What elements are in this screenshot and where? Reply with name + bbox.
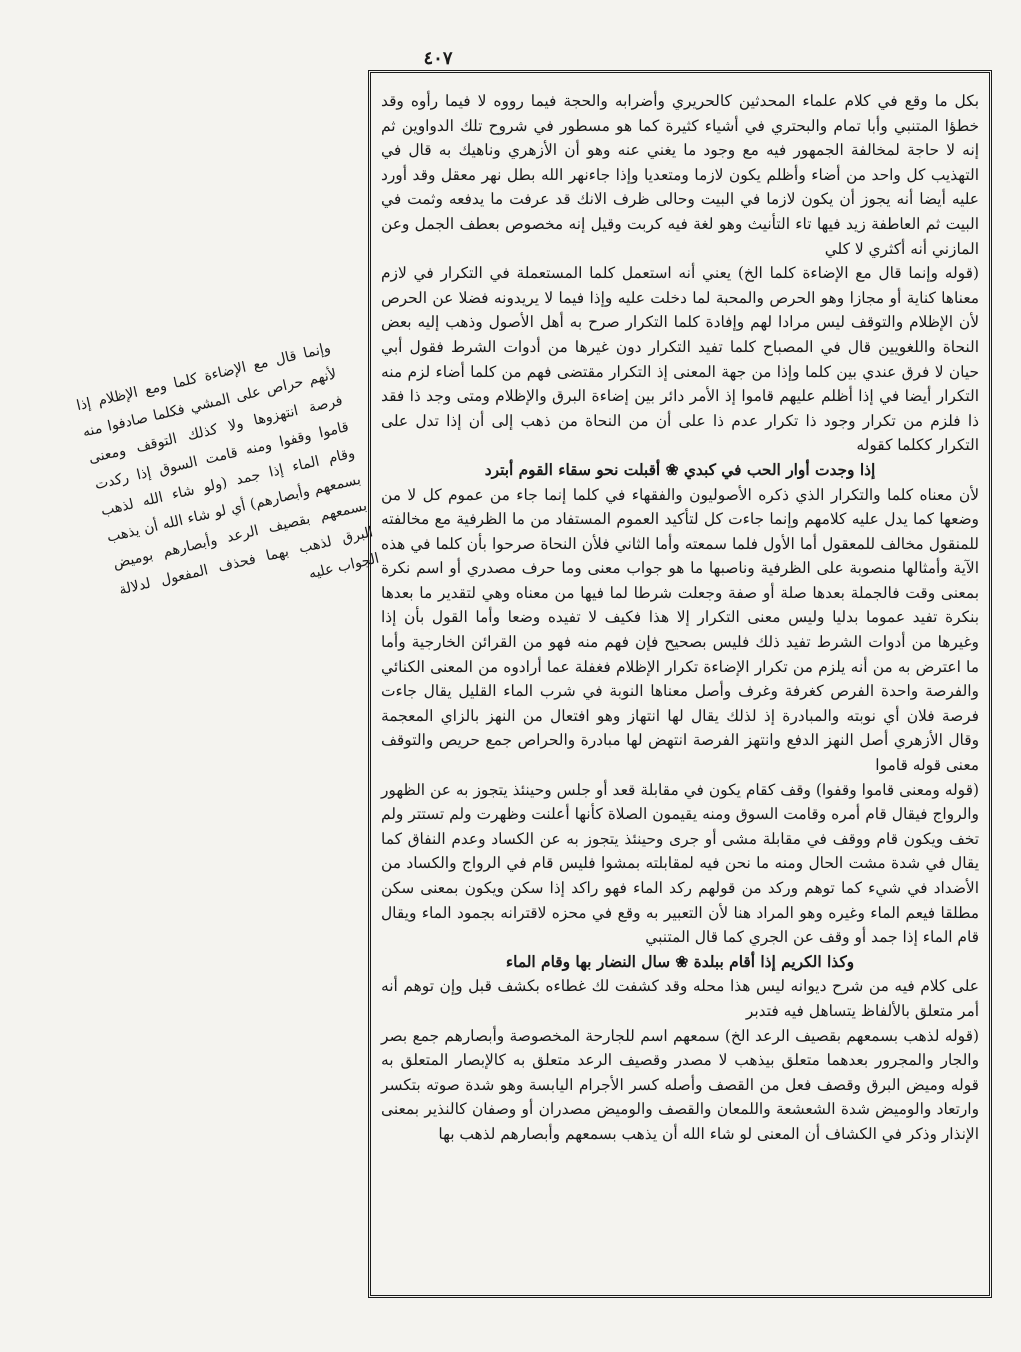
paragraph: (قوله وإنما قال مع الإضاءة كلما الخ) يعني أنه استعمل كلما المستعملة في التكرار في لازم معناها كناية أو مجازا وهو الحرص والمحبة لما دخلت عليه وإذا فيما لا يريدونه فضلا عن الحرص لأن الإظلام والتوقف ليس مرادا لهم وإفادة كلما التكرار صرح به أهل الأصول وذهب إليه بعض النحاة واللغويين قال في المصباح كلما تفيد التكرار دون غيرها من أدوات الشرط فقول أبي حيان لا فرق عندي بين كلما وإذا من جهة المعنى إذ التكرار مقتضى فهم من كلما أضاء لزم منه التكرار أيضا في إذا أظلم عليهم قاموا إذ الأمر دائر بين إضاءة البرق والإظلام ومتى وجد ذا فقد ذا فلزم من تكرار وجود ذا تكرار عدم ذا على أن من النحاة من ذهب إلى أن إذا تدل على التكرار ككلما كقوله: [381, 264, 979, 455]
paragraph: (قوله لذهب بسمعهم بقصيف الرعد الخ) سمعهم اسم للجارحة المخصوصة وأبصارهم جمع بصر والجار والمجرور بعدهما متعلق بيذهب لا مصدر وقصيف الرعد متعلق به كالإبصار المتعلق به قوله وميض البرق وقصف فعل من القصف وأصله كسر الأجرام اليابسة وهو شدة صوته بتكسر وارتعاد والوميض شدة الشعشعة واللمعان والقصف والوميض مصدران أو وصفان كالنذير بمعنى الإنذار وذكر في الكشاف أن المعنى لو شاء الله أن يذهب بسمعهم وأبصارهم لذهب بها: [381, 1026, 979, 1143]
margin-note-text: وإنما قال مع الإضاءة كلما ومع الإظلام إذا لأنهم حراص على المشي فكلما صادفوا منه فرصة انتهزوها ولا كذلك التوقف ومعنى قاموا وقفوا ومنه قامت السوق إذا ركدت وقام الماء إذا جمد (ولو شاء الله لذهب بسمعهم وأبصارهم) أي لو شاء الله أن يذهب بسمعهم بقصيف الرعد وأبصارهم بوميض البرق لذهب بهما فحذف المفعول لدلالة الجواب عليه: [75, 340, 381, 599]
page-number: ٤٠٧: [423, 48, 453, 69]
verse-line: وكذا الكريم إذا أقام ببلدة ❀ سال النضار بها وقام الماء: [505, 952, 855, 971]
paragraph: (قوله ومعنى قاموا وقفوا) وقف كقام يكون في مقابلة قعد أو جلس وحينئذ يتجوز به عن الظهور والرواج فيقال قام أمره وقامت السوق ومنه يقيمون الصلاة كأنها أعلنت وظهرت ولم تستتر ولم تخف ويكون قام ووقف في مقابلة مشى أو جرى وحينئذ يتجوز به عن الكساد وعدم النفاق كما يقال في شدة مشت الحال ومنه ما نحن فيه لمقابلته بمشوا فليس قام في الرواج والكساد من الأضداد في شيء كما توهم وركد من قولهم ركد الماء فهو راكد إذا سكن ويكون بمعنى سكن مطلقا فيعم الماء وغيره وهو المراد هنا لأن التعبير به وقع في محزه لاقترانه بجمود الماء ويقال قام الماء إذا جمد أو وقف عن الجري كما قال المتنبي: [381, 780, 979, 947]
verse-line: إذا وجدت أوار الحب في كبدي ❀ أقبلت نحو سقاء القوم أبترد: [484, 460, 876, 479]
margin-note: [74, 335, 406, 735]
paragraph: على كلام فيه من شرح ديوانه ليس هذا محله وقد كشفت لك غطاءه بكشف قبل وإن توهم أنه أمر متعلق بالألفاظ يتساهل فيه فتدبر: [381, 977, 979, 1020]
paragraph: لأن معناه كلما والتكرار الذي ذكره الأصوليون والفقهاء في كلما إنما جاء من عموم كل لا من وضعها كما يدل عليه كلامهم وإنما جاءت كل لتأكيد العموم المستفاد من ما الظرفية مع مخالفته للمنقول مخالف للمعقول أما الأول فلما سمعته وأما الثاني فلأن النحاة صرحوا بأن كلما في هذه الآية وأمثالها منصوبة على الظرفية وناصبها ما هو جواب معنى وما حرف مصدري أو اسم نكرة بمعنى وقت فالجملة بعدها صلة أو صفة وجعلت شرطا لما فيها من معناه وهي لتقدير ما بعدها بنكرة تفيد عموما بدليا وليس معنى التكرار إلا هذا فكيف لا تفيده وضعا وأما القول بأن إذا وغيرها من أدوات الشرط تفيد ذلك فليس بصحيح فإن فهم منه فهو من القرائن الخارجية وأما ما اعترض به من أنه يلزم من تكرار الإضاءة تكرار الإظلام فغفلة عما أرادوه من المعنى الكنائي والفرصة واحدة الفرص كغرفة وغرف وأصل معناها النوبة في شرب الماء القليل يقال جاءت فرصة فلان أي نوبته والمبادرة إذ لذلك يقال لها انتهاز وهو افتعال من النهز بالزاي المعجمة وقال الأزهري أصل النهز الدفع وانتهز الفرصة انتهض لها مبادرة والحراص جمع حريص والتوقف معنى قوله قاموا: [381, 485, 979, 775]
main-text-frame: [368, 70, 992, 1298]
paragraph: بكل ما وقع في كلام علماء المحدثين كالحريري وأضرابه والحجة فيما رووه لا فيما رأوه وقد خطؤا المتنبي وأبا تمام والبحتري في أشياء كثيرة كما هو مسطور في شروح تلك الدواوين ثم إنه لا حاجة لمخالفة الجمهور فيه مع وجود ما يغني عنه وهو أن الأزهري وناهيك به قال في التهذيب كل واحد من أضاء وأظلم يكون لازما ومتعديا وإذا جاءنهر الله بطل نهر معقل وقد أورد عليه أيضا أنه يجوز أن يكون لازما في البيت وحالى ظرف الانك قد عرفت ما يدفعه وثمت في البيت ثم العاطفة زيد فيها تاء التأنيث وهو لغة فيه كربت وقيل إنه مخصوص بعطف الجمل وعن المازني أنه أكثري لا كلي: [381, 92, 979, 258]
